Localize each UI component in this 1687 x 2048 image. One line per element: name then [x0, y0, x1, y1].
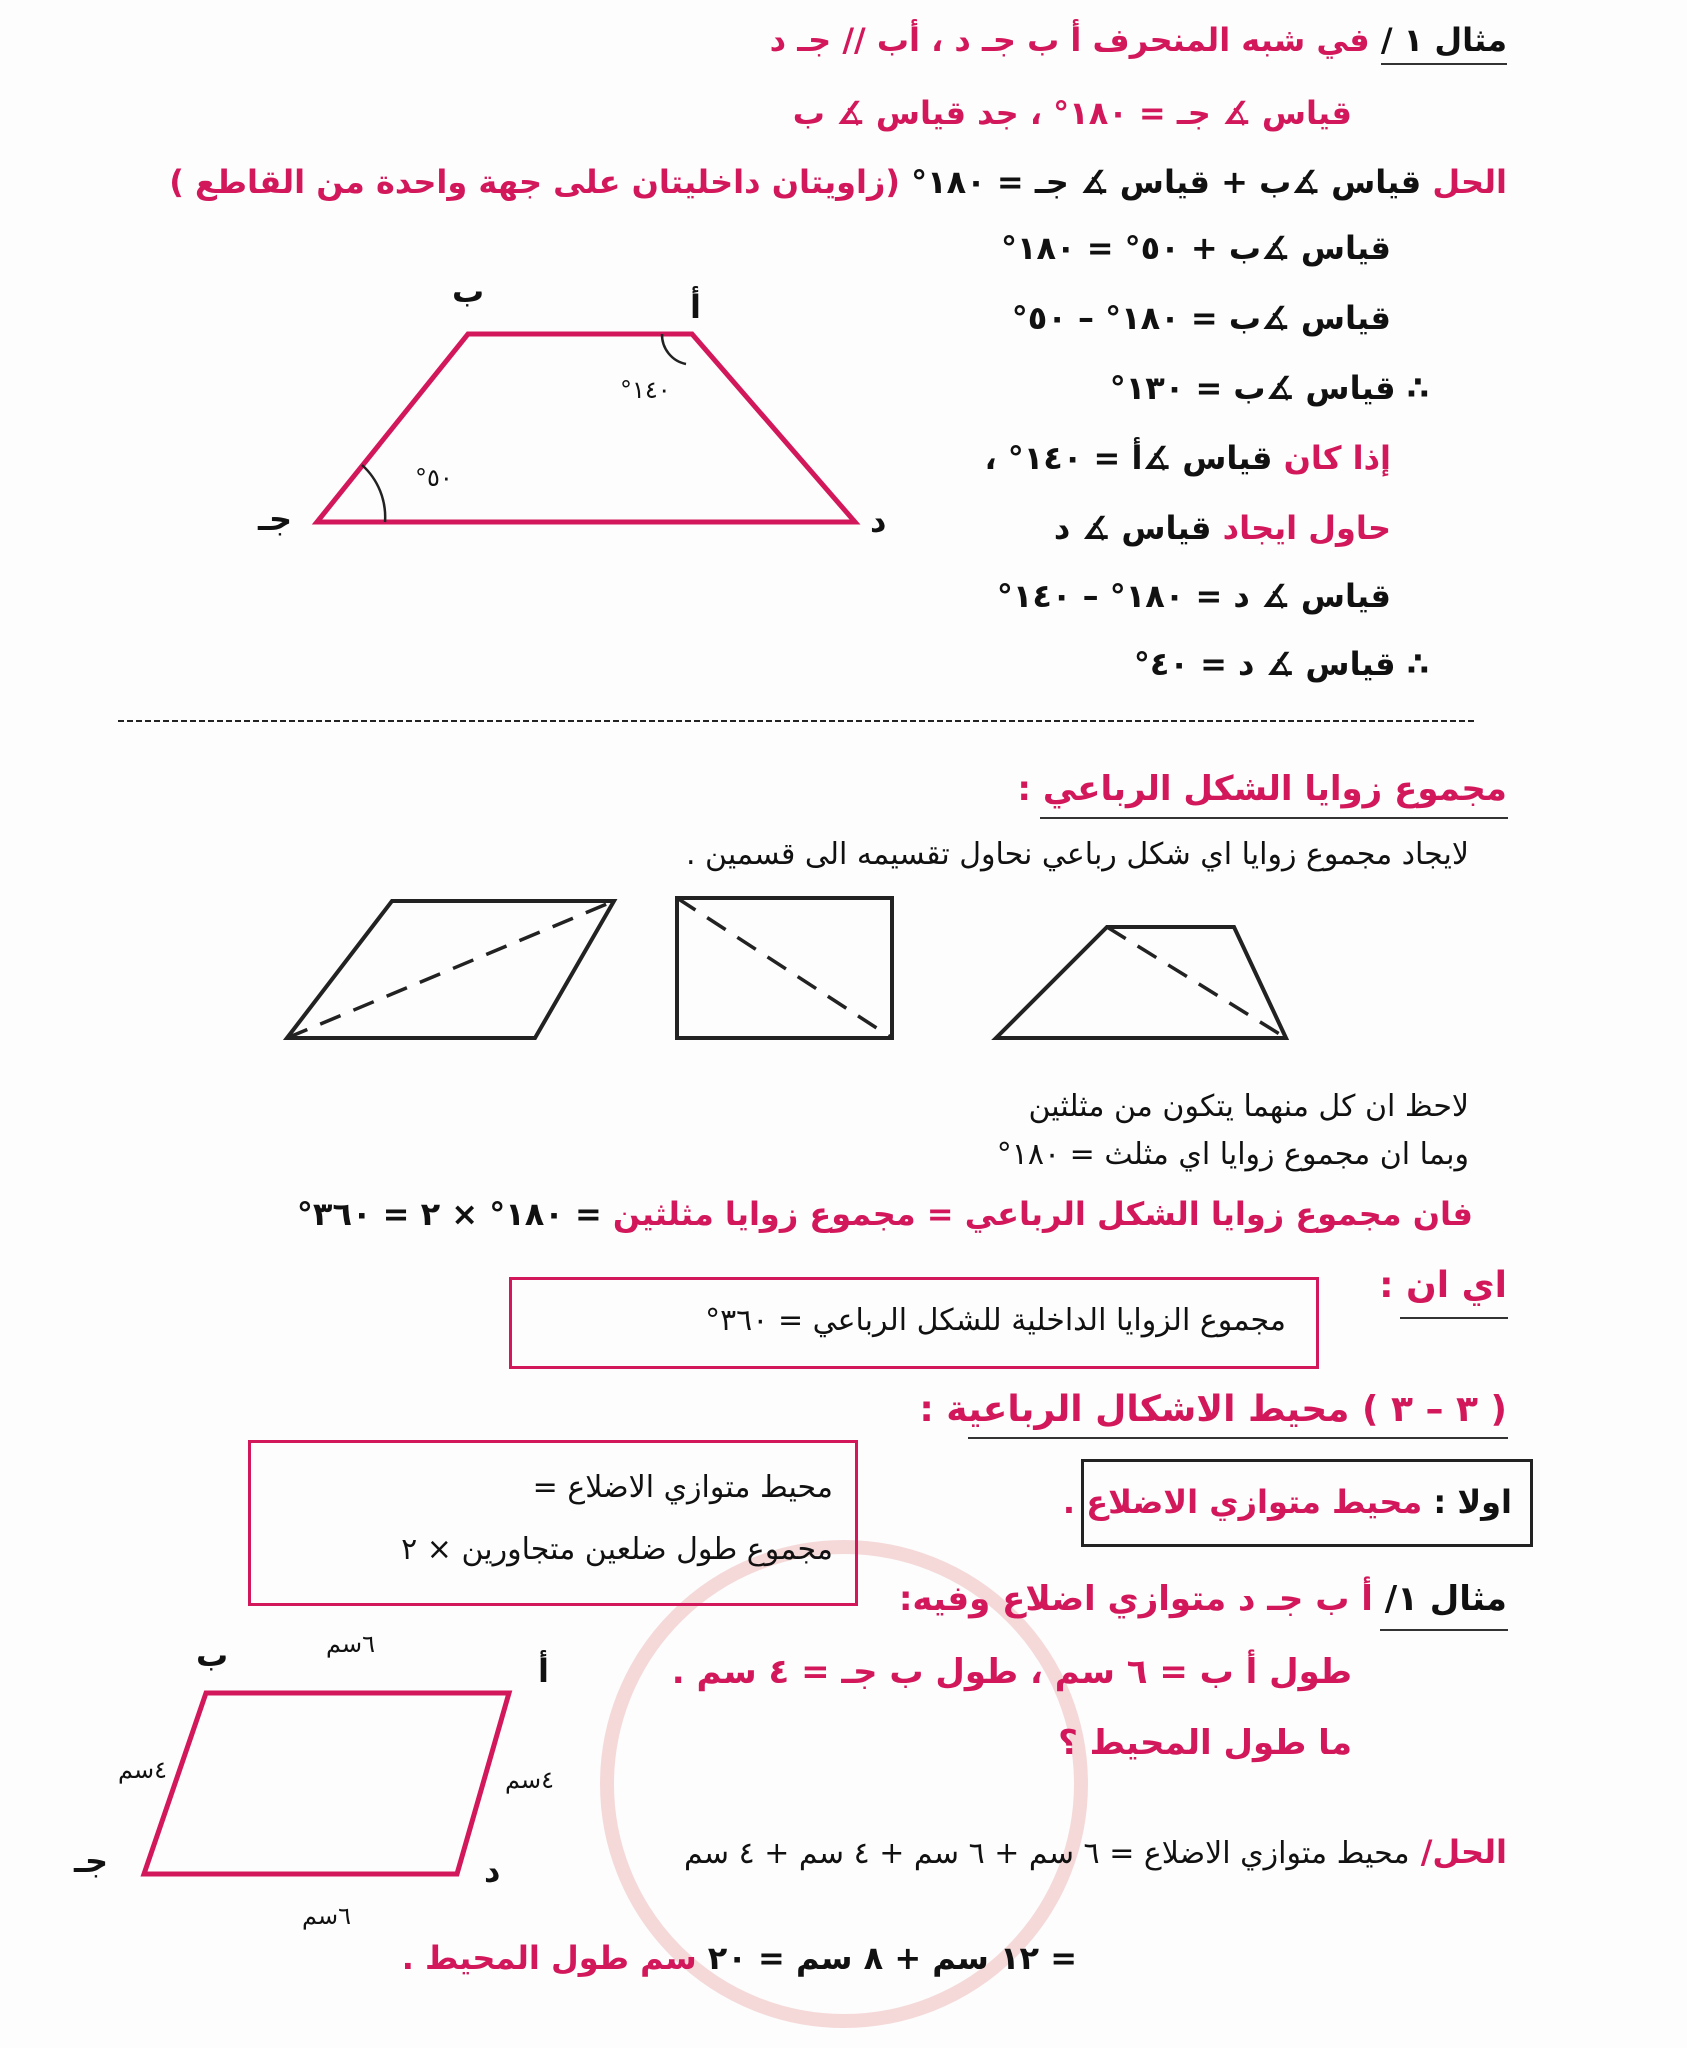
- conclusion-calc: = ١٨٠° × ٢ = ٣٦٠°: [296, 1195, 602, 1233]
- step-1: قياس ∡ب + ٥٠° = ١٨٠°: [1000, 229, 1391, 267]
- solution2-text: محيط متوازي الاضلاع = ٦ سم + ٦ سم + ٤ سم + ٤ سم: [683, 1836, 1410, 1871]
- try-step-1: قياس ∡ د = ١٨٠° – ١٤٠°: [996, 577, 1391, 615]
- solution-eq: قياس ∡ب + قياس ∡ جـ = ١٨٠°: [911, 163, 1422, 201]
- p-side-bottom: ٦سم: [302, 1902, 351, 1930]
- example2-text: أ ب جـ د متوازي اضلاع وفيه:: [898, 1579, 1373, 1619]
- label-c: جـ: [258, 500, 292, 538]
- first-title: محيط متوازي الاضلاع .: [1062, 1483, 1423, 1521]
- first-label: اولا :: [1433, 1483, 1512, 1521]
- solution-reason: (زاويتان داخليتان على جهة واحدة من القاطع ): [169, 163, 900, 201]
- first-line: [1062, 1483, 1512, 1521]
- p-label-d: د: [484, 1852, 501, 1890]
- p-label-c: جـ: [74, 1842, 108, 1880]
- example2-result: [401, 1939, 1077, 1977]
- angles-intro: لايجاد مجموع زوايا اي شكل رباعي نحاول تقسيمه الى قسمين .: [685, 837, 1469, 872]
- try-text: قياس ∡ د: [1053, 509, 1212, 547]
- ie-label: اي ان :: [1379, 1265, 1507, 1306]
- angle-arc-a: [662, 334, 686, 364]
- trapezoid-shape: [996, 927, 1286, 1038]
- trapezoid-figure: [317, 334, 855, 522]
- formula-line1: محيط متوازي الاضلاع =: [532, 1470, 833, 1505]
- angles-note2: وبما ان مجموع زوايا اي مثلث = ١٨٠°: [996, 1137, 1469, 1172]
- angle-a-value: ١٤٠°: [620, 376, 671, 404]
- example1-label: مثال ١ /: [1381, 21, 1507, 65]
- step-2: قياس ∡ب = ١٨٠° – ٥٠°: [1011, 299, 1391, 337]
- p-side-right: ٤سم: [505, 1766, 554, 1794]
- if-label: إذا كان: [1283, 439, 1391, 477]
- p-label-b: ب: [196, 1636, 229, 1674]
- angles-heading: مجموع زوايا الشكل الرباعي :: [1017, 769, 1507, 809]
- angles-conclusion: [296, 1195, 1473, 1233]
- label-a: أ: [690, 288, 701, 326]
- formula-box: [248, 1440, 858, 1606]
- example2-solution: [683, 1833, 1507, 1871]
- if-text: قياس ∡أ = ١٤٠° ،: [984, 439, 1273, 477]
- solution-label: الحل: [1432, 163, 1507, 201]
- p-side-top: ٦سم: [326, 1630, 375, 1658]
- angles-note1: لاحظ ان كل منهما يتكون من مثلثين: [1028, 1089, 1469, 1124]
- rule-box: [509, 1277, 1319, 1369]
- parallelogram-figure: [144, 1693, 509, 1874]
- try-step-2: ∴ قياس ∡ د = ٤٠°: [1133, 645, 1429, 683]
- p-label-a: أ: [538, 1652, 549, 1690]
- example2-label: مثال ١/: [1384, 1579, 1507, 1619]
- example1-statement: في شبه المنحرف أ ب جـ د ، أب // جـ د: [769, 21, 1370, 59]
- example2-title: [898, 1579, 1507, 1619]
- rule-text: مجموع الزوايا الداخلية للشكل الرباعي = ٣٦٠°: [705, 1303, 1286, 1338]
- step-3: ∴ قياس ∡ب = ١٣٠°: [1109, 369, 1429, 407]
- example2-question: ما طول المحيط ؟: [1058, 1723, 1352, 1763]
- perimeter-heading: ( ٣ – ٣ ) محيط الاشكال الرباعية :: [919, 1389, 1507, 1430]
- label-d: د: [870, 502, 887, 540]
- first-box: [1062, 1459, 1533, 1547]
- solution2-label: الحل/: [1420, 1833, 1507, 1871]
- example2-given: طول أ ب = ٦ سم ، طول ب جـ = ٤ سم .: [671, 1652, 1352, 1692]
- formula-line2: مجموع طول ضلعين متجاورين × ٢: [401, 1532, 833, 1567]
- try-label: حاول ايجاد: [1222, 509, 1391, 547]
- result-pink: سم طول المحيط .: [401, 1939, 697, 1977]
- label-b: ب: [452, 272, 485, 310]
- rectangle-diagonal: [677, 898, 892, 1038]
- conclusion-pink: فان مجموع زوايا الشكل الرباعي = مجموع زوايا مثلثين: [612, 1195, 1473, 1233]
- result-black: = ١٢ سم + ٨ سم = ٢٠: [707, 1939, 1077, 1977]
- p-side-left: ٤سم: [118, 1756, 167, 1784]
- parallelogram-diagonal: [287, 901, 614, 1038]
- angle-c-value: ٥٠°: [415, 464, 453, 492]
- angle-arc-c: [362, 465, 385, 522]
- example1-given: قياس ∡ جـ = ١٨٠° ، جد قياس ∡ ب: [792, 94, 1352, 132]
